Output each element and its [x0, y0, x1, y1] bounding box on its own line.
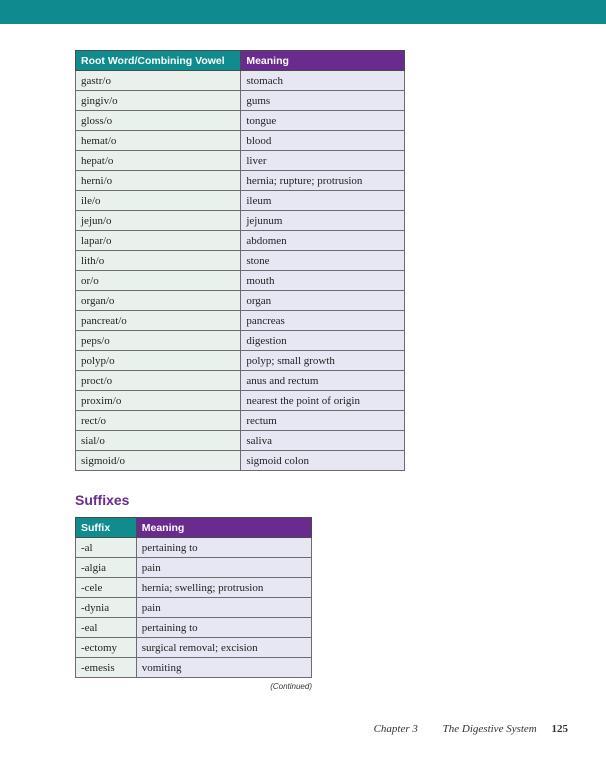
term-cell: rect/o [76, 411, 241, 431]
table-row [76, 91, 405, 111]
meaning-cell: organ [241, 291, 405, 311]
term-cell: polyp/o [76, 351, 241, 371]
term-cell: -ectomy [76, 638, 137, 658]
table-row [76, 658, 312, 678]
suffixes-table [75, 517, 312, 678]
table-row [76, 371, 405, 391]
table-row [76, 211, 405, 231]
table-row [76, 578, 312, 598]
meaning-cell: pain [136, 598, 311, 618]
column-header-root: Root Word/Combining Vowel [76, 51, 241, 71]
table-row [76, 558, 312, 578]
table-row [76, 638, 312, 658]
term-cell: gastr/o [76, 71, 241, 91]
table-row [76, 598, 312, 618]
term-cell: ile/o [76, 191, 241, 211]
term-cell: organ/o [76, 291, 241, 311]
meaning-cell: stone [241, 251, 405, 271]
meaning-cell: gums [241, 91, 405, 111]
term-cell: hepat/o [76, 151, 241, 171]
table-row [76, 111, 405, 131]
suffix-table-body [76, 538, 312, 678]
meaning-cell: tongue [241, 111, 405, 131]
meaning-cell: nearest the point of origin [241, 391, 405, 411]
table-row [76, 131, 405, 151]
term-cell: -eal [76, 618, 137, 638]
table-row [76, 431, 405, 451]
table-row [76, 451, 405, 471]
table-row [76, 538, 312, 558]
table-row [76, 251, 405, 271]
meaning-cell: pertaining to [136, 618, 311, 638]
section-heading-suffixes: Suffixes [75, 492, 130, 508]
term-cell: proxim/o [76, 391, 241, 411]
root-words-table [75, 50, 405, 471]
term-cell: -algia [76, 558, 137, 578]
column-header-meaning: Meaning [241, 51, 405, 71]
meaning-cell: hernia; rupture; protrusion [241, 171, 405, 191]
meaning-cell: jejunum [241, 211, 405, 231]
continued-note: (Continued) [270, 682, 312, 691]
term-cell: pancreat/o [76, 311, 241, 331]
term-cell: -dynia [76, 598, 137, 618]
meaning-cell: blood [241, 131, 405, 151]
column-header-meaning: Meaning [136, 518, 311, 538]
meaning-cell: sigmoid colon [241, 451, 405, 471]
table-row [76, 71, 405, 91]
term-cell: gloss/o [76, 111, 241, 131]
meaning-cell: anus and rectum [241, 371, 405, 391]
meaning-cell: saliva [241, 431, 405, 451]
table-row [76, 351, 405, 371]
term-cell: or/o [76, 271, 241, 291]
term-cell: hemat/o [76, 131, 241, 151]
table-row [76, 331, 405, 351]
table-row [76, 231, 405, 251]
meaning-cell: surgical removal; excision [136, 638, 311, 658]
table-row [76, 391, 405, 411]
root-table-body [76, 71, 405, 471]
table-row [76, 271, 405, 291]
term-cell: gingiv/o [76, 91, 241, 111]
table-header-row [76, 518, 312, 538]
meaning-cell: digestion [241, 331, 405, 351]
table-row [76, 291, 405, 311]
term-cell: -cele [76, 578, 137, 598]
column-header-suffix: Suffix [76, 518, 137, 538]
page-footer [374, 723, 568, 735]
table-row [76, 151, 405, 171]
term-cell: -emesis [76, 658, 137, 678]
footer-chapter: Chapter 3 [373, 723, 418, 735]
meaning-cell: hernia; swelling; protrusion [136, 578, 311, 598]
meaning-cell: pancreas [241, 311, 405, 331]
meaning-cell: ileum [241, 191, 405, 211]
term-cell: sigmoid/o [76, 451, 241, 471]
table-row [76, 411, 405, 431]
meaning-cell: liver [241, 151, 405, 171]
table-row [76, 171, 405, 191]
meaning-cell: pertaining to [136, 538, 311, 558]
page-number: 125 [551, 723, 568, 735]
footer-title: The Digestive System [442, 723, 537, 735]
meaning-cell: rectum [241, 411, 405, 431]
table-row [76, 618, 312, 638]
top-color-band [0, 0, 606, 24]
meaning-cell: vomiting [136, 658, 311, 678]
term-cell: proct/o [76, 371, 241, 391]
term-cell: jejun/o [76, 211, 241, 231]
table-row [76, 311, 405, 331]
term-cell: -al [76, 538, 137, 558]
meaning-cell: stomach [241, 71, 405, 91]
table-row [76, 191, 405, 211]
term-cell: herni/o [76, 171, 241, 191]
term-cell: peps/o [76, 331, 241, 351]
meaning-cell: abdomen [241, 231, 405, 251]
meaning-cell: pain [136, 558, 311, 578]
term-cell: lith/o [76, 251, 241, 271]
meaning-cell: polyp; small growth [241, 351, 405, 371]
term-cell: sial/o [76, 431, 241, 451]
meaning-cell: mouth [241, 271, 405, 291]
table-header-row [76, 51, 405, 71]
term-cell: lapar/o [76, 231, 241, 251]
